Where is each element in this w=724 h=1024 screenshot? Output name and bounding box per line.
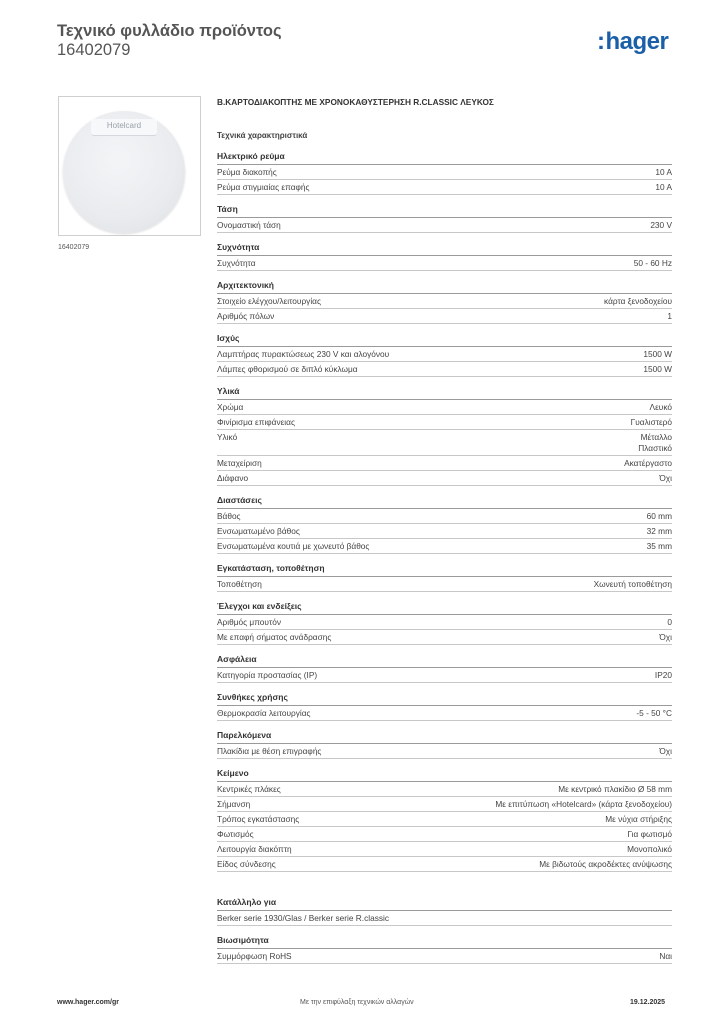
spec-label: Διάφανο — [217, 473, 249, 483]
spec-label: Φινίρισμα επιφάνειας — [217, 417, 295, 427]
spec-label: Πλακίδια με θέση επιγραφής — [217, 746, 322, 756]
spec-row — [217, 706, 672, 721]
spec-section — [217, 324, 672, 377]
spec-label: Λαμπτήρας πυρακτώσεως 230 V και αλογόνου — [217, 349, 390, 359]
spec-row — [217, 362, 672, 377]
spec-sections — [217, 142, 672, 964]
spec-value: Για φωτισμό — [627, 829, 672, 839]
section-heading: Τάση — [217, 195, 672, 218]
spec-value: Όχι — [659, 632, 672, 642]
spec-label: Χρώμα — [217, 402, 244, 412]
spec-label: Σήμανση — [217, 799, 251, 809]
logo-text: hager — [605, 28, 669, 55]
spec-section — [217, 271, 672, 324]
spec-label: Τρόπος εγκατάστασης — [217, 814, 300, 824]
spec-value: -5 - 50 °C — [636, 708, 672, 718]
spec-label: Ρεύμα διακοπής — [217, 167, 277, 177]
section-heading: Παρελκόμενα — [217, 721, 672, 744]
spec-row — [217, 615, 672, 630]
spec-row — [217, 256, 672, 271]
spec-section — [217, 592, 672, 645]
spec-row — [217, 294, 672, 309]
footer-date: 19.12.2025 — [630, 999, 666, 1006]
spec-value: Μέταλλο Πλαστικό — [638, 432, 672, 453]
spec-value: 50 - 60 Hz — [633, 258, 672, 268]
spec-row — [217, 218, 672, 233]
spec-label: Κεντρικές πλάκες — [217, 784, 281, 794]
spec-value: Μονοπολικό — [627, 844, 672, 854]
spec-value: 32 mm — [646, 526, 672, 536]
section-heading: Αρχιτεκτονική — [217, 271, 672, 294]
spec-section — [217, 233, 672, 271]
section-heading: Έλεγχοι και ενδείξεις — [217, 592, 672, 615]
spec-value: Με κεντρικό πλακίδιο Ø 58 mm — [558, 784, 672, 794]
spec-label: Ενσωματωμένα κουτιά με χωνευτό βάθος — [217, 541, 370, 551]
section-heading: Ασφάλεια — [217, 645, 672, 668]
spec-row — [217, 430, 672, 456]
spec-row — [217, 456, 672, 471]
spec-label: Μεταχείριση — [217, 458, 262, 468]
spec-row — [217, 812, 672, 827]
spec-value: Ναι — [659, 951, 672, 961]
spec-value: κάρτα ξενοδοχείου — [604, 296, 672, 306]
hager-logo[interactable] — [597, 28, 668, 56]
spec-row — [217, 630, 672, 645]
spec-section — [217, 683, 672, 721]
spec-row — [217, 842, 672, 857]
spec-row — [217, 524, 672, 539]
spec-label: Συχνότητα — [217, 258, 256, 268]
spec-row — [217, 782, 672, 797]
spec-label: Υλικό — [217, 432, 238, 442]
spec-value: Ακατέργαστο — [624, 458, 672, 468]
spec-row — [217, 400, 672, 415]
spec-value: 10 A — [655, 167, 672, 177]
spec-row — [217, 471, 672, 486]
spec-value: 35 mm — [646, 541, 672, 551]
spec-value: 230 V — [650, 220, 672, 230]
section-heading: Βιωσιμότητα — [217, 926, 672, 949]
spec-row — [217, 509, 672, 524]
document-title: Τεχνικό φυλλάδιο προϊόντος — [57, 22, 282, 40]
spec-row — [217, 577, 672, 592]
spec-row — [217, 180, 672, 195]
spec-row — [217, 911, 672, 926]
image-caption: 16402079 — [58, 244, 90, 251]
spec-label: Berker serie 1930/Glas / Berker serie R.classic — [217, 913, 389, 923]
switch-plate-illustration — [63, 111, 185, 233]
spec-label: Κατηγορία προστασίας (IP) — [217, 670, 318, 680]
spec-section — [217, 888, 672, 926]
spec-section — [217, 554, 672, 592]
spec-label: Ενσωματωμένο βάθος — [217, 526, 300, 536]
spec-label: Λειτουργία διακόπτη — [217, 844, 292, 854]
spec-section — [217, 486, 672, 554]
spec-value: Όχι — [659, 746, 672, 756]
spec-section — [217, 645, 672, 683]
spec-label: Θερμοκρασία λειτουργίας — [217, 708, 311, 718]
spec-value: Με επιτύπωση «Hotelcard» (κάρτα ξενοδοχείου) — [495, 799, 672, 809]
spec-label: Στοιχείο ελέγχου/λειτουργίας — [217, 296, 321, 306]
spec-row — [217, 797, 672, 812]
spec-label: Λάμπες φθορισμού σε διπλό κύκλωμα — [217, 364, 358, 374]
spec-section — [217, 721, 672, 759]
spec-label: Τοποθέτηση — [217, 579, 262, 589]
section-heading: Διαστάσεις — [217, 486, 672, 509]
spec-label: Ρεύμα στιγμιαίας επαφής — [217, 182, 310, 192]
section-heading: Ισχύς — [217, 324, 672, 347]
logo-colon: : — [597, 28, 605, 55]
section-heading: Εγκατάσταση, τοποθέτηση — [217, 554, 672, 577]
spec-value: Όχι — [659, 473, 672, 483]
spec-value: 60 mm — [646, 511, 672, 521]
section-heading: Συχνότητα — [217, 233, 672, 256]
spec-label: Αριθμός πόλων — [217, 311, 275, 321]
spec-label: Είδος σύνδεσης — [217, 859, 276, 869]
spec-label: Φωτισμός — [217, 829, 254, 839]
spec-label: Ονομαστική τάση — [217, 220, 281, 230]
section-heading: Ηλεκτρικό ρεύμα — [217, 142, 672, 165]
spec-label: Με επαφή σήματος ανάδρασης — [217, 632, 332, 642]
spec-row — [217, 827, 672, 842]
spec-section — [217, 759, 672, 872]
card-slot — [91, 119, 157, 136]
product-image — [58, 96, 201, 236]
section-heading: Κατάλληλο για — [217, 888, 672, 911]
spec-section — [217, 142, 672, 195]
spec-label: Βάθος — [217, 511, 241, 521]
spec-row — [217, 744, 672, 759]
spec-label: Συμμόρφωση RoHS — [217, 951, 292, 961]
spec-value: Με νύχια στήριξης — [605, 814, 672, 824]
spec-value: Με βιδωτούς ακροδέκτες ανύψωσης — [539, 859, 672, 869]
spec-value: Λευκό — [649, 402, 672, 412]
spec-row — [217, 165, 672, 180]
product-code: 16402079 — [57, 41, 131, 59]
spec-section — [217, 195, 672, 233]
plate-label: Hotelcard — [106, 121, 142, 130]
spec-heading: Τεχνικά χαρακτηριστικά — [217, 131, 308, 140]
spec-row — [217, 949, 672, 964]
spec-section — [217, 377, 672, 486]
spec-value: Χωνευτή τοποθέτηση — [593, 579, 672, 589]
spec-value: IP20 — [654, 670, 672, 680]
section-heading: Συνθήκες χρήσης — [217, 683, 672, 706]
spec-row — [217, 668, 672, 683]
spec-row — [217, 415, 672, 430]
spec-section — [217, 926, 672, 964]
spec-row — [217, 347, 672, 362]
spec-row — [217, 857, 672, 872]
spec-row — [217, 539, 672, 554]
spec-value: 1500 W — [643, 364, 672, 374]
section-heading: Κείμενο — [217, 759, 672, 782]
spec-value: Γυαλιστερό — [630, 417, 672, 427]
product-title: Β.ΚΑΡΤΟΔΙΑΚΟΠΤΗΣ ΜΕ ΧΡΟΝΟΚΑΘΥΣΤΕΡΗΣΗ R.CLASSIC ΛΕΥΚΟΣ — [217, 97, 494, 107]
section-heading: Υλικά — [217, 377, 672, 400]
spec-label: Αριθμός μπουτόν — [217, 617, 281, 627]
spec-value: 0 — [667, 617, 672, 627]
footer-note: Με την επιφύλαξη τεχνικών αλλαγών — [300, 999, 414, 1006]
spec-row — [217, 309, 672, 324]
spec-value: 10 A — [655, 182, 672, 192]
footer-website-link[interactable]: www.hager.com/gr — [57, 999, 119, 1006]
spec-value: 1 — [667, 311, 672, 321]
spec-value: 1500 W — [643, 349, 672, 359]
spec-content — [217, 96, 672, 964]
